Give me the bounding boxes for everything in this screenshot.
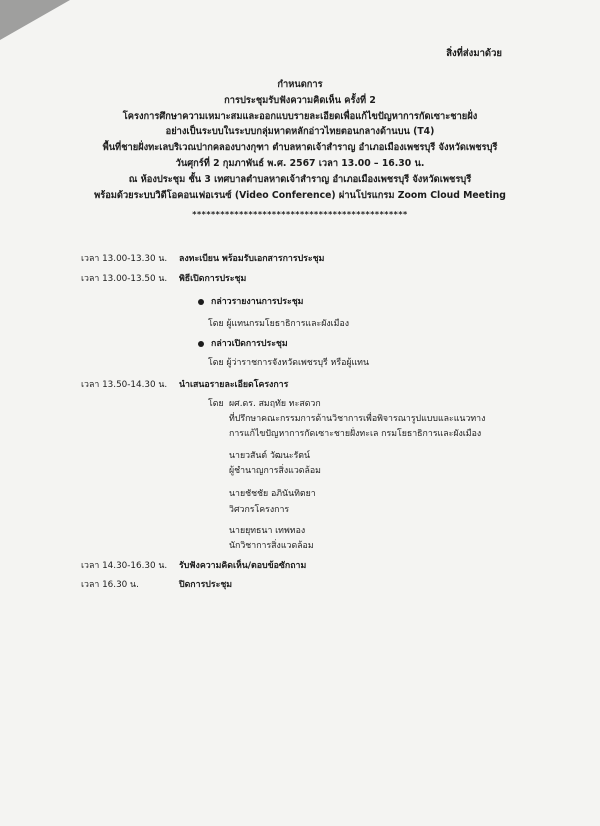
bullet-open <box>198 336 288 350</box>
presenter-4-name: นายยุทธนา เทพทอง <box>229 526 306 536</box>
header-line-5: พื้นที่ชายฝั่งทะเลบริเวณปากคลองบางกุฑา ตำบลหาดเจ้าสำราญ อำเภอเมืองเพชรบุรี จังหวัดเพชรบุรี <box>102 142 498 154</box>
presenter-1-role-2: การแก้ไขปัญหาการกัดเซาะชายฝั่งทะเล กรมโยธาธิการและผังเมือง <box>229 429 482 439</box>
header-line-8: พร้อมด้วยระบบวิดีโอคอนเฟอเรนซ์ (Video Conference) ผ่านโปรแกรม Zoom Cloud Meeting <box>94 189 506 201</box>
header-line-1: กำหนดการ <box>277 79 323 90</box>
header-line-6: วันศุกร์ที่ 2 กุมภาพันธ์ พ.ศ. 2567 เวลา 13.00 – 16.30 น. <box>175 157 425 169</box>
report-by: โดย ผู้แทนกรมโยธาธิการและผังเมือง <box>208 319 350 329</box>
presenter-1-name: ผศ.ดร. สมฤทัย ทะสดวก <box>229 399 321 409</box>
agenda-row-registration <box>81 251 325 265</box>
presenter-3-name: นายชัชชัย อภินันทิตยา <box>229 489 316 499</box>
bullet-report-title: กล่าวรายงานการประชุม <box>211 297 304 307</box>
document-header <box>40 77 560 203</box>
presenter-3-role: วิศวกรโครงการ <box>229 505 290 515</box>
header-line-2: การประชุมรับฟังความคิดเห็น ครั้งที่ 2 <box>224 94 376 106</box>
agenda-time: เวลา 14.30-16.30 น. <box>81 561 168 571</box>
agenda-row-closing <box>81 577 233 591</box>
agenda-time: เวลา 16.30 น. <box>81 580 139 590</box>
scan-corner-shadow <box>0 0 70 40</box>
bullet-icon <box>198 341 204 347</box>
presenter-2-role: ผู้ชำนาญการสิ่งแวดล้อม <box>229 466 321 476</box>
agenda-row-presentation <box>81 377 289 391</box>
presenter-4-role: นักวิชาการสิ่งแวดล้อม <box>229 541 314 551</box>
agenda-time: เวลา 13.50-14.30 น. <box>81 380 168 390</box>
presenter-by-prefix: โดย <box>208 399 224 409</box>
separator-line: ********************************************** <box>192 210 408 219</box>
agenda-time: เวลา 13.00-13.30 น. <box>81 254 168 264</box>
agenda-title: นำเสนอรายละเอียดโครงการ <box>179 380 289 390</box>
open-by: โดย ผู้ว่าราชการจังหวัดเพชรบุรี หรือผู้แทน <box>208 358 369 368</box>
agenda-time: เวลา 13.00-13.50 น. <box>81 274 168 284</box>
agenda-title: ลงทะเบียน พร้อมรับเอกสารการประชุม <box>179 254 325 264</box>
presenter-1-role-1: ที่ปรึกษาคณะกรรมการด้านวิชาการเพื่อพิจารณารูปแบบและแนวทาง <box>229 414 486 424</box>
agenda-row-hearing <box>81 558 307 572</box>
header-line-7: ณ ห้องประชุม ชั้น 3 เทศบาลตำบลหาดเจ้าสำราญ อำเภอเมืองเพชรบุรี จังหวัดเพชรบุรี <box>128 173 472 185</box>
bullet-report <box>198 294 303 308</box>
agenda-title: ปิดการประชุม <box>179 580 233 590</box>
bullet-icon <box>198 299 204 305</box>
agenda-title: พิธีเปิดการประชุม <box>179 274 247 284</box>
header-line-4: อย่างเป็นระบบในระบบกลุ่มหาดหลักอ่าวไทยตอนกลางด้านบน (T4) <box>165 126 435 138</box>
attachment-label: สิ่งที่ส่งมาด้วย <box>446 48 502 59</box>
agenda-title: รับฟังความคิดเห็น/ตอบข้อซักถาม <box>179 561 307 571</box>
bullet-open-title: กล่าวเปิดการประชุม <box>211 339 288 349</box>
presenter-2-name: นายวสันต์ วัฒนะรัตน์ <box>229 451 311 461</box>
agenda-row-opening <box>81 271 247 285</box>
header-line-3: โครงการศึกษาความเหมาะสมและออกแบบรายละเอียดเพื่อแก้ไขปัญหาการกัดเซาะชายฝั่ง <box>122 110 478 122</box>
